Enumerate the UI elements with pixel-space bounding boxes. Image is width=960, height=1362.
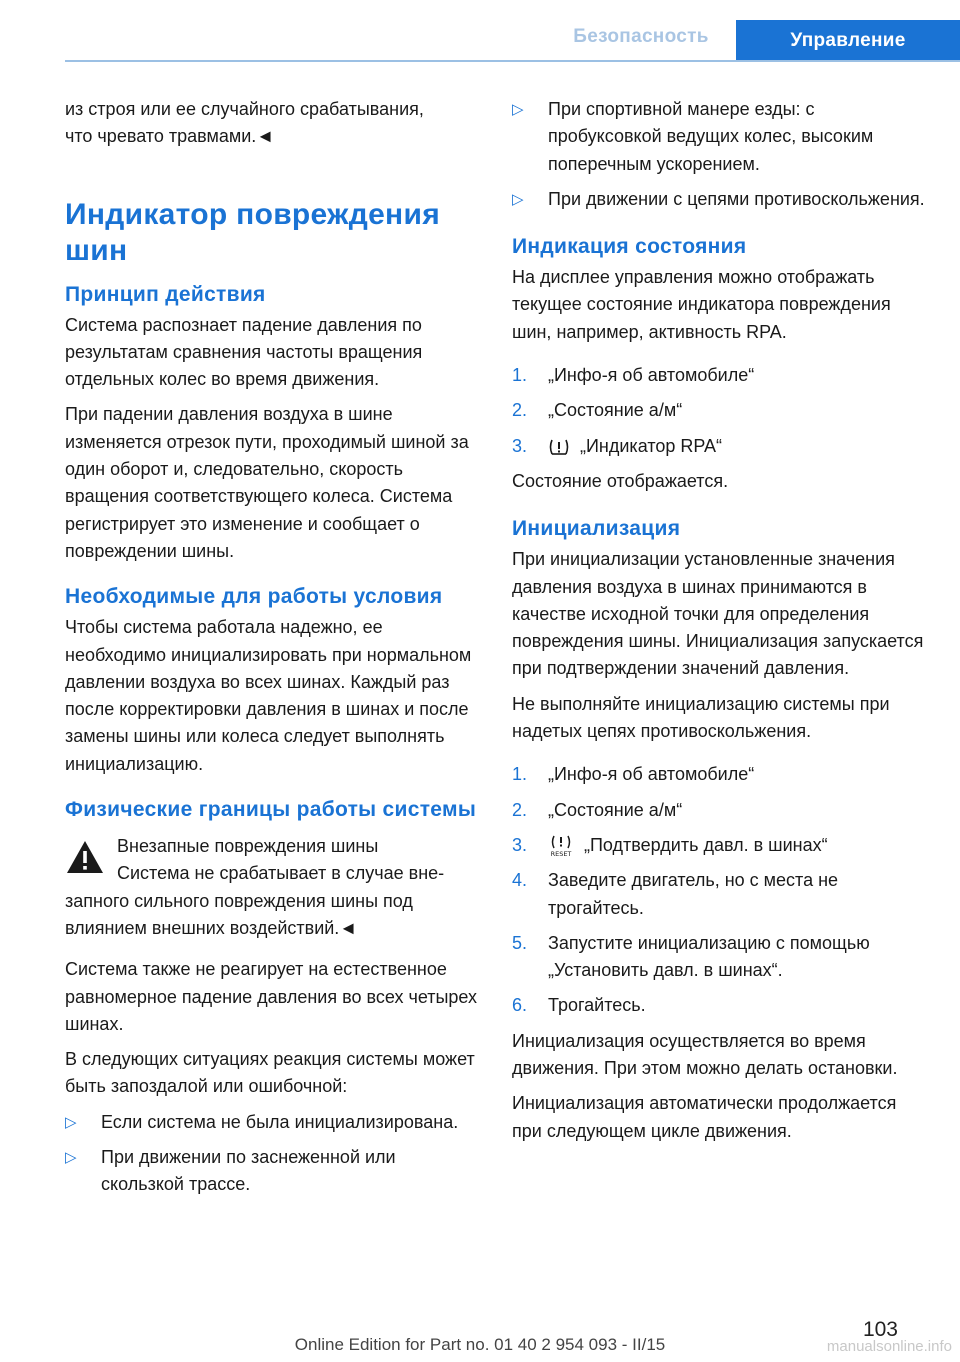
step-text: „Состояние а/м“	[548, 799, 683, 820]
warning-body: запного сильного повреждения шины под влиянием внешних воздействий.◄	[65, 890, 413, 938]
edition-footer: Online Edition for Part no. 01 40 2 954 093 - II/15	[294, 1335, 666, 1354]
init-paragraph-4: Инициализация автоматически продолжается при следующем цикле движения.	[512, 1093, 897, 1141]
step-item	[512, 797, 930, 824]
limits-list	[65, 1109, 480, 1199]
reset-icon-label: RESET	[550, 850, 572, 858]
page-header	[0, 20, 960, 62]
list-item-text: При движении с цепями противоскольжения.	[548, 188, 925, 209]
status-steps	[512, 362, 930, 460]
conditions-paragraph: Чтобы система работала надежно, ее необходимо инициализировать при нормальном давлении воздуха во всех шинах. Каждый раз после корректировки давления в шинах и после замены шины или колеса следует выполнять инициализацию.	[65, 617, 472, 774]
tire-reset-icon	[548, 835, 574, 857]
init-paragraph-3: Инициализация осуществляется во время движения. При этом можно делать остановки.	[512, 1030, 898, 1079]
left-column	[65, 96, 480, 1207]
step-text: Запустите инициализацию с помощью „Установить давл. в шинах“.	[548, 932, 870, 981]
step-item	[512, 397, 930, 424]
step-number: 3.	[512, 435, 528, 456]
principle-heading: Принцип действия	[65, 282, 266, 306]
warning-body-first-line: Система не срабатывает в случае вне-	[117, 863, 445, 884]
step-number: 1.	[512, 764, 528, 785]
step-number: 6.	[512, 995, 528, 1016]
list-item	[65, 1144, 480, 1199]
init-steps	[512, 761, 930, 1019]
principle-paragraph-2: При падении давления воздуха в шине изменяется отрезок пути, проходимый шиной за один оборот и, следовательно, скорость вращения соответствующего колеса. Система регистрирует это изменение и сообщает о повреждении шины.	[65, 404, 469, 561]
step-text: „Состояние а/м“	[548, 400, 683, 421]
step-number: 2.	[512, 400, 528, 421]
step-item	[512, 930, 930, 985]
triangle-bullet-icon: ▷	[512, 190, 524, 208]
tire-warning-icon	[548, 438, 570, 456]
step-text: „Инфо-я об автомобиле“	[548, 764, 755, 785]
status-result: Состояние отображается.	[512, 470, 729, 491]
step-item	[512, 362, 930, 389]
step-number: 4.	[512, 870, 528, 891]
init-paragraph-2: Не выполняйте инициализацию системы при надетых цепях противоскольжения.	[512, 693, 890, 742]
header-rule	[65, 60, 960, 62]
status-paragraph: На дисплее управления можно отображать текущее состояние индикатора повреждения шин, например, активность RPA.	[512, 267, 891, 342]
step-text: Трогайтесь.	[548, 995, 646, 1016]
conditions-heading: Необходимые для работы условия	[65, 585, 443, 609]
section-tab: Безопасность	[573, 26, 709, 47]
step-item	[512, 433, 930, 460]
warning-title: Внезапные повреждения шины	[117, 836, 379, 857]
warning-triangle-icon	[65, 839, 105, 875]
step-number: 5.	[512, 932, 528, 953]
step-item	[512, 992, 930, 1019]
step-item	[512, 761, 930, 788]
triangle-bullet-icon: ▷	[512, 101, 524, 118]
step-number: 1.	[512, 365, 528, 386]
intro-line-1: из строя или ее случайного срабатывания,	[65, 99, 424, 119]
list-item-text: При спортивной манере езды: с пробуксовкой ведущих колес, высоким поперечным ускорением.	[548, 99, 874, 174]
list-item	[65, 1109, 480, 1136]
step-text: „Индикатор RPA“	[580, 435, 723, 456]
section-heading: Индикатор повреждения шин	[65, 197, 441, 267]
triangle-bullet-icon: ▷	[65, 1113, 77, 1131]
continued-list	[512, 96, 930, 213]
step-number: 3.	[512, 834, 528, 855]
limits-heading: Физические границы работы системы	[65, 798, 477, 822]
step-item	[512, 867, 930, 922]
intro-line-2: что чревато травмами.◄	[65, 126, 275, 147]
step-text: Заведите двигатель, но с места не трогайтесь.	[548, 870, 839, 918]
intro-text	[65, 96, 480, 151]
step-number: 2.	[512, 799, 528, 820]
watermark: manualsonline.info	[826, 1338, 952, 1355]
right-column	[512, 96, 930, 1153]
status-heading: Индикация состояния	[512, 235, 747, 259]
page-number: 103	[862, 1318, 898, 1341]
limits-paragraph-1: Система также не реагирует на естественное равномерное падение давления во всех четырех шинах.	[65, 959, 478, 1034]
init-paragraph-1: При инициализации установленные значения давления воздуха в шинах принимаются в качестве исходной точки для определения повреждения шины. Инициализация запускается при подтверждении значений давления.	[512, 549, 924, 679]
chapter-tab: Управление	[736, 20, 960, 62]
list-item-text: При движении по заснеженной или скользкой трассе.	[101, 1147, 396, 1195]
limits-paragraph-2: В следующих ситуациях реакция системы может быть запоздалой или ошибочной:	[65, 1049, 475, 1097]
list-item	[512, 186, 930, 213]
list-item	[512, 96, 930, 178]
step-text: „Инфо-я об автомобиле“	[548, 365, 755, 386]
warning-block	[65, 833, 480, 888]
step-text: „Подтвердить давл. в шинах“	[584, 834, 828, 855]
principle-paragraph-1: Система распознает падение давления по результатам сравнения частоты вращения отдельных колес во время движения.	[65, 314, 423, 390]
list-item-text: Если система не была инициализирована.	[101, 1111, 459, 1132]
init-heading: Инициализация	[512, 517, 681, 541]
triangle-bullet-icon: ▷	[65, 1149, 77, 1167]
step-item	[512, 832, 930, 859]
